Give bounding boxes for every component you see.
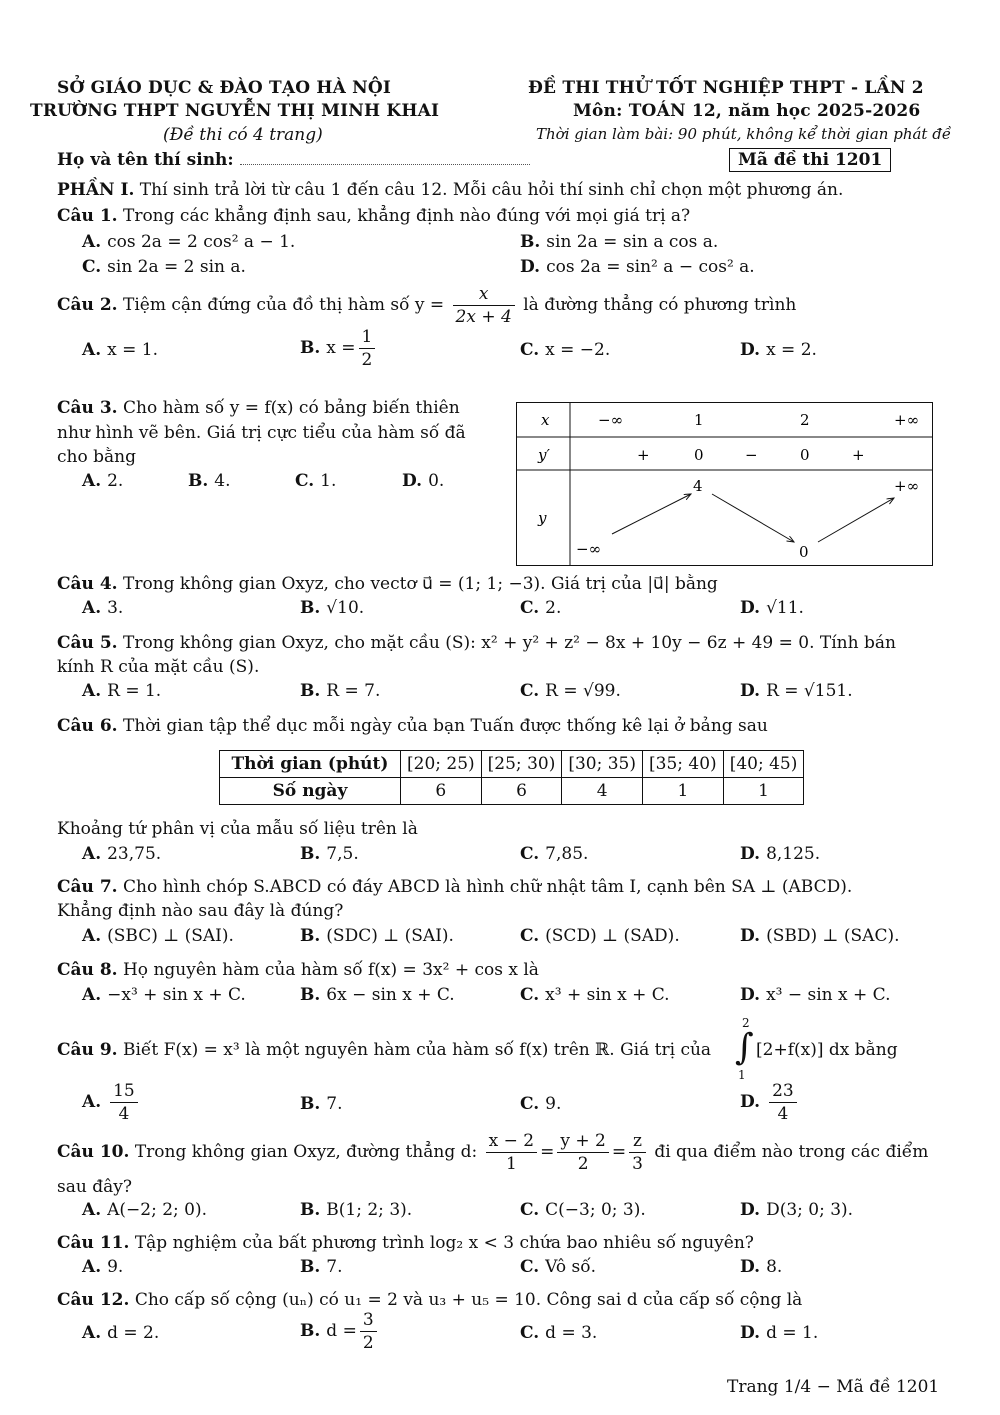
- question-3: [57, 398, 460, 418]
- q6-option-a[interactable]: [82, 844, 161, 864]
- option-letter: D.: [402, 471, 423, 491]
- option-text: −x³ + sin x + C.: [107, 985, 246, 1005]
- sign: +: [637, 446, 650, 464]
- table-cell: 1: [643, 778, 724, 805]
- question-text: Khẳng định nào sau đây là đúng?: [57, 901, 344, 921]
- question-label: Câu 9.: [57, 1040, 118, 1060]
- option-letter: C.: [520, 1094, 540, 1114]
- option-text: 7,5.: [326, 844, 359, 864]
- option-text: 7,85.: [545, 844, 589, 864]
- q10-option-b[interactable]: [300, 1200, 412, 1220]
- question-text: Cho hình chóp S.ABCD có đáy ABCD là hình chữ nhật tâm I, cạnh bên SA ⊥ (ABCD).: [122, 877, 853, 897]
- option-text: B(1; 2; 3).: [326, 1200, 413, 1220]
- option-letter: B.: [300, 985, 321, 1005]
- option-text: d =: [326, 1321, 357, 1341]
- option-text: 2.: [107, 471, 124, 491]
- option-letter: D.: [740, 1092, 761, 1112]
- option-letter: D.: [740, 1257, 761, 1277]
- q11-option-b[interactable]: [300, 1257, 343, 1277]
- q1-option-b[interactable]: [520, 232, 718, 252]
- option-letter: A.: [82, 985, 102, 1005]
- q5-option-d[interactable]: [740, 681, 853, 701]
- question-text: Khoảng tứ phân vị của mẫu số liệu trên là: [57, 819, 418, 839]
- fraction: [629, 1130, 646, 1175]
- exam-code-box: Mã đề thi 1201: [729, 148, 891, 172]
- option-letter: D.: [740, 598, 761, 618]
- yprime-label: y′: [538, 446, 550, 464]
- question-4: [57, 574, 718, 594]
- option-text: x³ − sin x + C.: [766, 985, 891, 1005]
- fraction-denominator: 2: [577, 1154, 589, 1174]
- question-text: Trong không gian Oxyz, cho vectơ u⃗ = (1; 1; −3). Giá trị của |u⃗| bằng: [122, 574, 718, 594]
- option-text: 6x − sin x + C.: [326, 985, 455, 1005]
- option-text: (SCD) ⊥ (SAD).: [545, 926, 680, 946]
- table-row: [220, 751, 804, 778]
- q10-option-c[interactable]: [520, 1200, 646, 1220]
- option-letter: C.: [520, 985, 540, 1005]
- option-text: R = 1.: [107, 681, 162, 701]
- option-letter: C.: [520, 598, 540, 618]
- option-text: R = √99.: [545, 681, 621, 701]
- fraction-numerator: z: [629, 1130, 646, 1153]
- option-letter: B.: [300, 1094, 321, 1114]
- option-text: 7.: [326, 1094, 343, 1114]
- option-text: C(−3; 0; 3).: [545, 1200, 646, 1220]
- integral-sign: ∫: [735, 1027, 754, 1068]
- part1-label: PHẦN I.: [57, 180, 135, 200]
- exam-time: Thời gian làm bài: 90 phút, không kể thời gian phát đề: [536, 125, 952, 143]
- question-text: Họ nguyên hàm của hàm số f(x) = 3x² + cos x là: [122, 960, 539, 980]
- question-text: Biết F(x) = x³ là một nguyên hàm của hàm số f(x) trên ℝ. Giá trị của: [122, 1040, 712, 1060]
- fraction: [486, 1130, 537, 1175]
- option-letter: D.: [740, 1323, 761, 1343]
- q12-option-b[interactable]: [300, 1309, 380, 1354]
- option-letter: D.: [740, 985, 761, 1005]
- option-text: (SBC) ⊥ (SAI).: [107, 926, 234, 946]
- question-2: [57, 283, 796, 328]
- page-footer: Trang 1/4 − Mã đề 1201: [727, 1377, 940, 1397]
- candidate-name-label: Họ và tên thí sinh:: [57, 150, 234, 170]
- q7-option-a[interactable]: [82, 926, 234, 946]
- table-cell: [20; 25): [401, 751, 482, 778]
- fraction: [360, 1309, 377, 1354]
- option-letter: B.: [300, 1257, 321, 1277]
- option-letter: C.: [520, 681, 540, 701]
- candidate-name-field[interactable]: [57, 150, 530, 170]
- option-text: 7.: [326, 1257, 343, 1277]
- question-7: [57, 877, 852, 897]
- option-text: D(3; 0; 3).: [766, 1200, 854, 1220]
- q9-option-a[interactable]: [82, 1080, 141, 1125]
- question-text: Tiệm cận đứng của đồ thị hàm số y =: [122, 295, 445, 315]
- option-letter: B.: [520, 232, 541, 252]
- y-value: −∞: [576, 540, 602, 558]
- option-text: 4.: [214, 471, 231, 491]
- option-letter: C.: [520, 1200, 540, 1220]
- q6-option-c[interactable]: [520, 844, 588, 864]
- fraction-denominator: 4: [118, 1104, 130, 1124]
- table-header-cell: Số ngày: [220, 778, 401, 805]
- option-text: d = 1.: [766, 1323, 819, 1343]
- question-5: [57, 633, 896, 653]
- table-row: [220, 778, 804, 805]
- q8-option-b[interactable]: [300, 985, 455, 1005]
- q3-option-b[interactable]: [188, 471, 231, 491]
- q3-option-a[interactable]: [82, 471, 123, 491]
- decreasing-arrow: [712, 494, 794, 542]
- table-cell: [40; 45): [723, 751, 804, 778]
- question-text: như hình vẽ bên. Giá trị cực tiểu của hàm số đã: [57, 423, 466, 443]
- table-cell: 6: [481, 778, 562, 805]
- name-dotted-line: [240, 164, 530, 165]
- option-letter: D.: [740, 844, 761, 864]
- exam-subject: Môn: TOÁN 12, năm học 2025-2026: [573, 101, 921, 121]
- question-label: Câu 8.: [57, 960, 118, 980]
- option-text: 9.: [545, 1094, 562, 1114]
- fraction-numerator: 15: [110, 1080, 138, 1103]
- y-label: y: [538, 509, 547, 527]
- option-letter: A.: [82, 340, 102, 360]
- x-value: +∞: [894, 411, 920, 429]
- question-10: Câu 10. Trong không gian Oxyz, đường thẳng d: $\frac{x - 2}{1}$ = $\frac{y + 2}{2}$ = $\frac{z}{3}$ đi qua điểm nào trong các điểm: [57, 1131, 929, 1174]
- fraction: [769, 1080, 797, 1125]
- option-letter: C.: [520, 1323, 540, 1343]
- q5-option-c[interactable]: [520, 681, 621, 701]
- q4-option-d[interactable]: [740, 598, 804, 618]
- q10-option-a[interactable]: [82, 1200, 207, 1220]
- option-letter: C.: [520, 1257, 540, 1277]
- option-text: 8.: [766, 1257, 783, 1277]
- q5-option-a[interactable]: [82, 681, 161, 701]
- q1-option-a[interactable]: [82, 232, 295, 252]
- q2-option-b[interactable]: [300, 326, 378, 371]
- question-label: Câu 2.: [57, 295, 118, 315]
- option-letter: D.: [740, 926, 761, 946]
- q9-option-b[interactable]: [300, 1094, 343, 1114]
- sign: −: [745, 446, 758, 464]
- integral-lower-limit: 1: [738, 1068, 746, 1082]
- frequency-table: [219, 750, 804, 805]
- fraction-numerator: 1: [359, 326, 376, 349]
- exam-title: ĐỀ THI THỬ TỐT NGHIỆP THPT - LẦN 2: [528, 78, 924, 98]
- q12-option-d[interactable]: [740, 1323, 818, 1343]
- integrand: [2+f(x)] dx bằng: [756, 1040, 898, 1060]
- option-text: sin 2a = sin a cos a.: [546, 232, 719, 252]
- table-cell: 1: [723, 778, 804, 805]
- fraction-numerator: 23: [769, 1080, 797, 1103]
- q5-option-b[interactable]: [300, 681, 380, 701]
- option-letter: B.: [188, 471, 209, 491]
- question-1: [57, 206, 690, 226]
- part1-instructions: [57, 180, 843, 200]
- question-label: Câu 12.: [57, 1290, 130, 1310]
- option-letter: A.: [82, 844, 102, 864]
- option-letter: B.: [300, 844, 321, 864]
- option-text: 8,125.: [766, 844, 821, 864]
- table-cell: 6: [401, 778, 482, 805]
- question-text: Thời gian tập thể dục mỗi ngày của bạn Tuấn được thống kê lại ở bảng sau: [122, 716, 768, 736]
- option-letter: A.: [82, 681, 102, 701]
- fraction-denominator: 2: [361, 350, 373, 370]
- q2-option-a[interactable]: [82, 340, 158, 360]
- option-letter: A.: [82, 1092, 102, 1112]
- question-label: Câu 6.: [57, 716, 118, 736]
- fraction: [557, 1130, 608, 1175]
- fraction: [453, 283, 515, 328]
- option-text: d = 2.: [107, 1323, 160, 1343]
- question-text: cho bằng: [57, 447, 136, 467]
- question-9: [57, 1040, 711, 1060]
- x-label: x: [541, 411, 550, 429]
- question-label: Câu 1.: [57, 206, 118, 226]
- q10-option-d[interactable]: [740, 1200, 853, 1220]
- fraction-numerator: x − 2: [486, 1130, 537, 1153]
- part1-text: Thí sinh trả lời từ câu 1 đến câu 12. Mỗi câu hỏi thí sinh chỉ chọn một phương án.: [139, 180, 844, 200]
- option-text: 0.: [428, 471, 445, 491]
- option-letter: C.: [82, 257, 102, 277]
- table-header-cell: Thời gian (phút): [220, 751, 401, 778]
- question-text: Trong các khẳng định sau, khẳng định nào đúng với mọi giá trị a?: [122, 206, 691, 226]
- q4-option-a[interactable]: [82, 598, 123, 618]
- q12-option-c[interactable]: [520, 1323, 597, 1343]
- q6-option-b[interactable]: [300, 844, 359, 864]
- fraction: [110, 1080, 138, 1125]
- question-label: Câu 3.: [57, 398, 118, 418]
- q9-option-c[interactable]: [520, 1094, 561, 1114]
- option-letter: A.: [82, 232, 102, 252]
- q7-option-d[interactable]: [740, 926, 900, 946]
- fraction-denominator: 3: [632, 1154, 643, 1174]
- q2-option-d[interactable]: [740, 340, 817, 360]
- option-letter: C.: [520, 340, 540, 360]
- department-name: SỞ GIÁO DỤC & ĐÀO TẠO HÀ NỘI: [57, 78, 392, 98]
- option-letter: D.: [520, 257, 541, 277]
- question-label: Câu 7.: [57, 877, 118, 897]
- fraction: [359, 326, 376, 371]
- table-cell: [25; 30): [481, 751, 562, 778]
- option-text: Vô số.: [545, 1257, 597, 1277]
- q8-option-a[interactable]: [82, 985, 246, 1005]
- question-text: sau đây?: [57, 1177, 132, 1197]
- option-text: x = 1.: [107, 340, 158, 360]
- q7-option-b[interactable]: [300, 926, 454, 946]
- question-11: [57, 1233, 754, 1253]
- option-text: 1.: [320, 471, 337, 491]
- question-label: Câu 10.: [57, 1142, 130, 1162]
- option-letter: B.: [300, 926, 321, 946]
- option-letter: A.: [82, 1257, 102, 1277]
- option-letter: B.: [300, 338, 321, 358]
- fraction-numerator: 3: [360, 1309, 377, 1332]
- option-text: x =: [326, 338, 356, 358]
- q4-option-b[interactable]: [300, 598, 364, 618]
- question-label: Câu 5.: [57, 633, 118, 653]
- option-letter: D.: [740, 1200, 761, 1220]
- sign: 0: [800, 446, 810, 464]
- option-text: 9.: [107, 1257, 124, 1277]
- q11-option-c[interactable]: [520, 1257, 596, 1277]
- option-text: 23,75.: [107, 844, 162, 864]
- q2-option-c[interactable]: [520, 340, 610, 360]
- fraction-numerator: x: [453, 283, 515, 306]
- option-text: √10.: [326, 598, 365, 618]
- option-text: 2.: [545, 598, 562, 618]
- variation-table: [516, 402, 934, 567]
- option-letter: A.: [82, 1323, 102, 1343]
- y-value: 0: [799, 543, 809, 561]
- option-letter: C.: [295, 471, 315, 491]
- page-count-note: (Đề thi có 4 trang): [163, 125, 323, 145]
- fraction-denominator: 2x + 4: [455, 307, 512, 327]
- option-text: 3.: [107, 598, 124, 618]
- q7-option-c[interactable]: [520, 926, 680, 946]
- x-value: −∞: [598, 411, 624, 429]
- option-text: x³ + sin x + C.: [545, 985, 670, 1005]
- question-label: Câu 4.: [57, 574, 118, 594]
- question-6: [57, 716, 768, 736]
- q1-option-c[interactable]: [82, 257, 246, 277]
- option-text: R = 7.: [326, 681, 381, 701]
- q11-option-a[interactable]: [82, 1257, 123, 1277]
- question-text: kính R của mặt cầu (S).: [57, 657, 260, 677]
- q9-option-d[interactable]: [740, 1080, 800, 1125]
- question-text: Trong không gian Oxyz, cho mặt cầu (S): x² + y² + z² − 8x + 10y − 6z + 49 = 0. Tính bán: [122, 633, 896, 653]
- option-letter: D.: [740, 340, 761, 360]
- option-letter: A.: [82, 471, 102, 491]
- q4-option-c[interactable]: [520, 598, 561, 618]
- option-letter: A.: [82, 926, 102, 946]
- option-letter: D.: [740, 681, 761, 701]
- fraction-denominator: 1: [505, 1154, 517, 1174]
- question-text: Cho hàm số y = f(x) có bảng biến thiên: [122, 398, 460, 418]
- q6-option-d[interactable]: [740, 844, 820, 864]
- q11-option-d[interactable]: [740, 1257, 782, 1277]
- option-letter: C.: [520, 926, 540, 946]
- y-value: 4: [693, 477, 703, 495]
- question-text: Cho cấp số cộng (uₙ) có u₁ = 2 và u₃ + u₅ = 10. Công sai d của cấp số cộng là: [134, 1290, 803, 1310]
- option-letter: A.: [82, 598, 102, 618]
- question-label: Câu 11.: [57, 1233, 130, 1253]
- question-8: [57, 960, 539, 980]
- table-cell: [35; 40): [643, 751, 724, 778]
- question-12: [57, 1290, 802, 1310]
- option-text: √11.: [766, 598, 804, 618]
- option-text: (SDC) ⊥ (SAI).: [326, 926, 454, 946]
- question-text: Tập nghiệm của bất phương trình log₂ x < 3 chứa bao nhiêu số nguyên?: [134, 1233, 754, 1253]
- option-text: (SBD) ⊥ (SAC).: [766, 926, 900, 946]
- option-text: R = √151.: [766, 681, 853, 701]
- option-text: x = −2.: [545, 340, 611, 360]
- option-letter: C.: [520, 844, 540, 864]
- option-text: cos 2a = sin² a − cos² a.: [546, 257, 755, 277]
- q1-option-d[interactable]: [520, 257, 755, 277]
- option-text: d = 3.: [545, 1323, 598, 1343]
- q8-option-d[interactable]: [740, 985, 890, 1005]
- option-letter: B.: [300, 681, 321, 701]
- fraction-numerator: y + 2: [557, 1130, 608, 1153]
- option-letter: B.: [300, 598, 321, 618]
- increasing-arrow: [612, 494, 691, 534]
- q3-option-c[interactable]: [295, 471, 336, 491]
- question-text: đi qua điểm nào trong các điểm: [654, 1142, 929, 1162]
- fraction-denominator: 2: [362, 1333, 374, 1353]
- y-value: +∞: [894, 477, 920, 495]
- option-text: x = 2.: [766, 340, 817, 360]
- option-letter: A.: [82, 1200, 102, 1220]
- option-letter: B.: [300, 1321, 321, 1341]
- sign: +: [852, 446, 865, 464]
- option-text: sin 2a = 2 sin a.: [107, 257, 246, 277]
- option-text: cos 2a = 2 cos² a − 1.: [107, 232, 296, 252]
- q3-option-d[interactable]: [402, 471, 444, 491]
- integral-upper-limit: 2: [742, 1016, 750, 1030]
- option-letter: B.: [300, 1200, 321, 1220]
- q8-option-c[interactable]: [520, 985, 670, 1005]
- fraction-denominator: 4: [777, 1104, 789, 1124]
- table-cell: 4: [562, 778, 643, 805]
- question-text: là đường thẳng có phương trình: [523, 295, 797, 315]
- increasing-arrow: [818, 498, 894, 542]
- sign: 0: [694, 446, 704, 464]
- option-text: A(−2; 2; 0).: [107, 1200, 208, 1220]
- table-cell: [30; 35): [562, 751, 643, 778]
- question-text: Trong không gian Oxyz, đường thẳng d:: [134, 1142, 478, 1162]
- x-value: 1: [694, 411, 704, 429]
- school-name: TRƯỜNG THPT NGUYỄN THỊ MINH KHAI: [30, 101, 440, 121]
- q12-option-a[interactable]: [82, 1323, 159, 1343]
- x-value: 2: [800, 411, 810, 429]
